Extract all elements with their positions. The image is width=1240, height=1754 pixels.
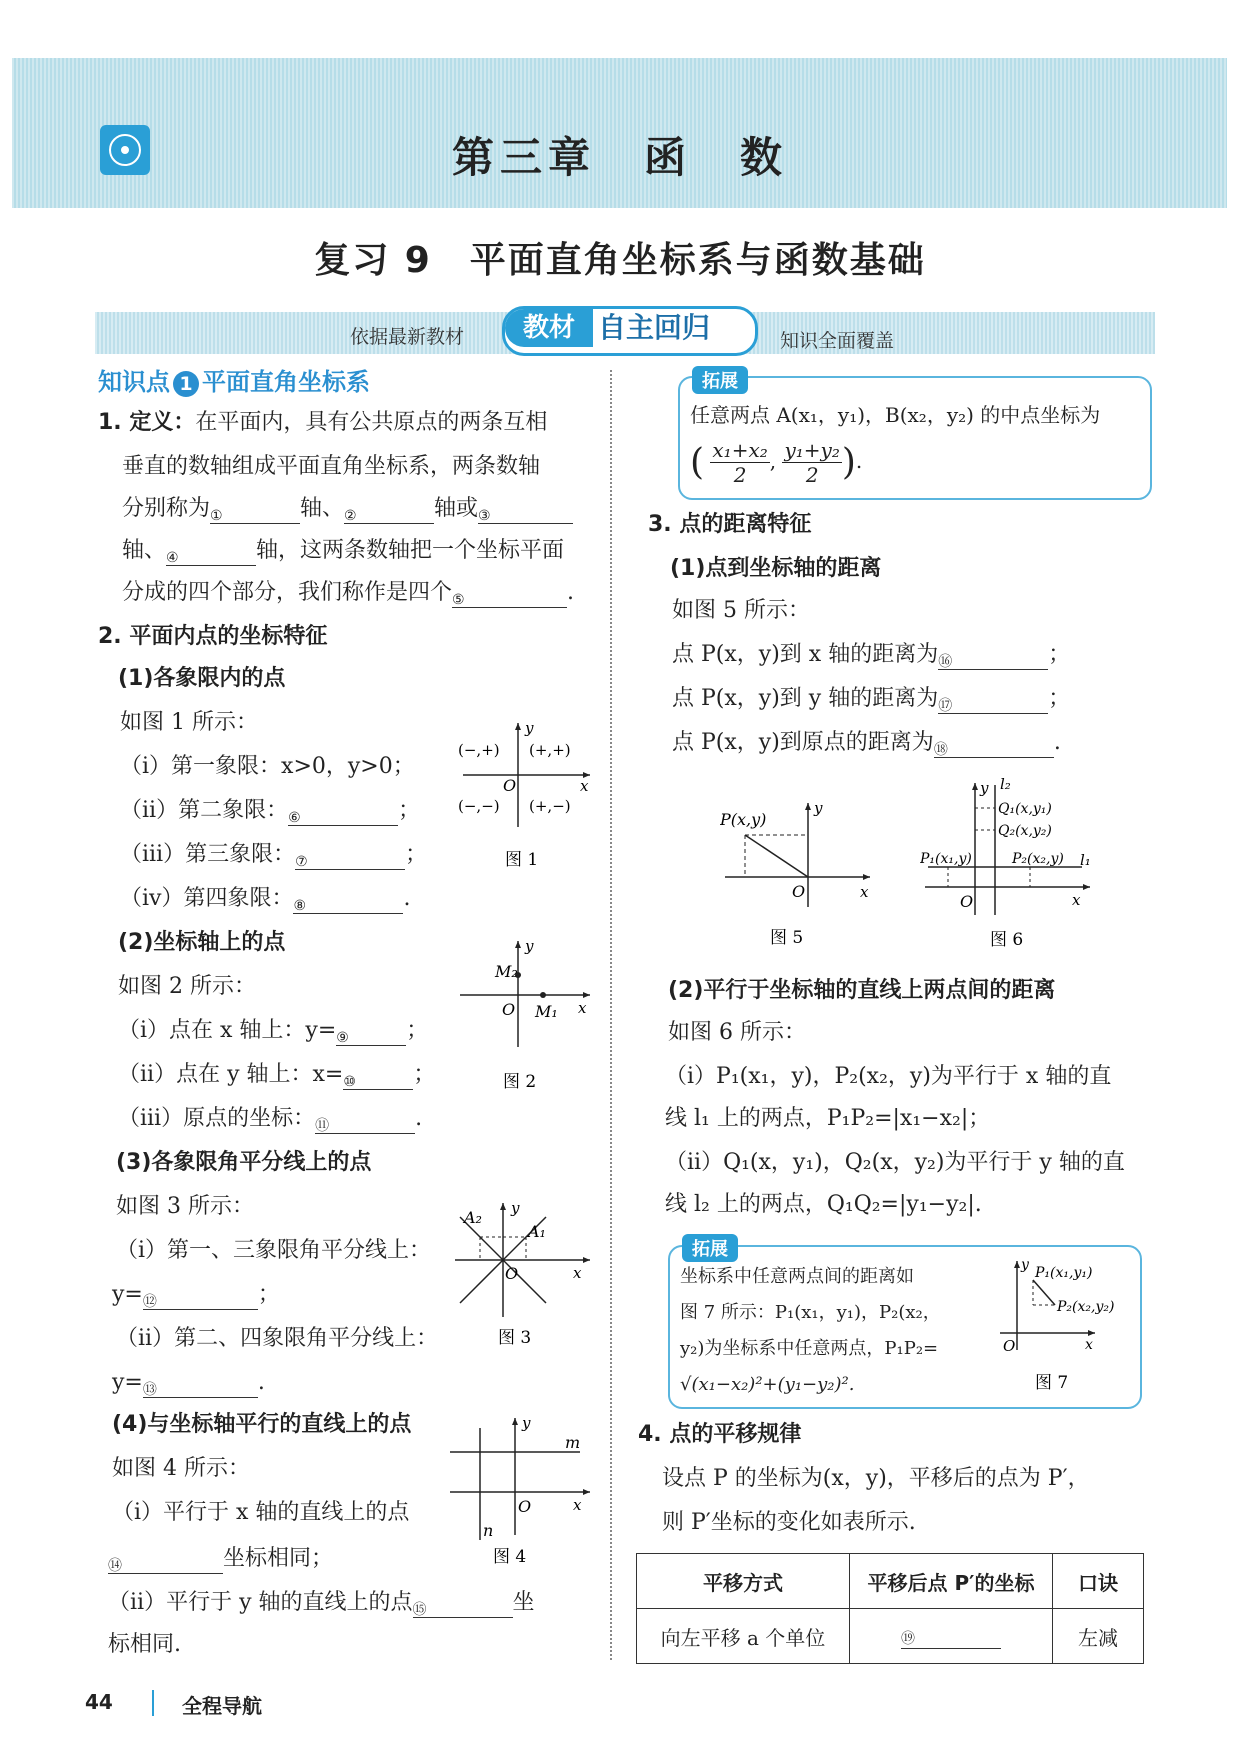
distance-formula-text-2: 图 7 所示：P₁(x₁，y₁)，P₂(x₂， (680, 1302, 941, 1323)
fig1-q3: (−,−) (458, 797, 500, 815)
blank-3[interactable]: ③ (478, 499, 573, 524)
figure-6 (920, 775, 1095, 955)
bisector-13-line: （ⅰ）第一、三象限角平分线上： (116, 1238, 432, 1263)
figure-4 (445, 1410, 595, 1570)
parallel-x-line: （ⅰ）平行于 x 轴的直线上的点 (112, 1500, 410, 1525)
blank-17[interactable]: ⑰ (938, 689, 1048, 714)
quadrant-1-line: （ⅰ）第一象限：x>0，y>0； (120, 754, 415, 779)
table-header: 平移方式 (637, 1554, 850, 1609)
fig7-x-label: x (1085, 1337, 1093, 1353)
fig1-ref: 如图 1 所示： (120, 710, 258, 735)
fig5-caption: 图 5 (770, 928, 804, 948)
fig4-origin: O (518, 1497, 532, 1516)
section-2-title: 2. 平面内点的坐标特征 (98, 624, 328, 649)
page-number: 44 (85, 1690, 113, 1714)
fig7-y-label: y (1021, 1257, 1029, 1273)
fig2-x-label: x (578, 999, 587, 1017)
origin-line: （ⅲ）原点的坐标：⑪ . (118, 1106, 423, 1134)
fig3-a2-label: A₂ (464, 1208, 482, 1227)
sub-2-title: (2)坐标轴上的点 (118, 930, 286, 955)
fig2-m2-label: M₂ (495, 962, 518, 981)
sub-1-title: (1)各象限内的点 (118, 666, 286, 691)
fig1-caption: 图 1 (505, 850, 539, 870)
fig2-x-arrow (583, 992, 590, 998)
fig2-m1-label: M₁ (535, 1002, 558, 1021)
bisector-24-eq: y=⑬ . (112, 1370, 265, 1398)
blank-9[interactable]: ⑨ (336, 1021, 406, 1046)
fig7-origin: O (1003, 1337, 1016, 1355)
fig4-ref: 如图 4 所示： (112, 1456, 250, 1481)
fig2-origin: O (502, 1000, 516, 1019)
fig6-origin: O (960, 892, 974, 911)
sub-4-title: (4)与坐标轴平行的直线上的点 (112, 1412, 412, 1437)
bisector-13-eq: y=⑫ ； (112, 1282, 280, 1310)
fig1-q2: (−,+) (458, 741, 500, 759)
distance-formula: √(x₁−x₂)²+(y₁−y₂)². (680, 1374, 855, 1395)
midpoint-formula: ( $\frac{\text{x₁+x₂}}{2}$ , $\frac{\text{y₁+y₂}}{2}$ ). (690, 438, 863, 487)
lesson-title: 复习 9 平面直角坐标系与函数基础 (314, 240, 926, 281)
table-header: 平移后点 P′的坐标 (850, 1554, 1053, 1609)
fig7-p2-label: P₂(x₂,y₂) (1057, 1299, 1115, 1315)
figure-2 (455, 935, 595, 1100)
sub-3-title: (3)各象限角平分线上的点 (116, 1150, 372, 1175)
blank-1[interactable]: ① (210, 499, 300, 524)
fig4-m-label: m (565, 1433, 581, 1452)
fig6-p1-label: P₁(x₁,y) (920, 851, 972, 867)
fig5-ref: 如图 5 所示： (672, 598, 810, 623)
fig3-origin: O (505, 1264, 519, 1283)
definition-line-2: 垂直的数轴组成平面直角坐标系，两条数轴 (122, 454, 541, 479)
fig1-origin: O (503, 776, 517, 795)
blank-11[interactable]: ⑪ (315, 1109, 415, 1134)
book-title: 全程导航 (182, 1694, 262, 1718)
distance-origin-line: 点 P(x，y)到原点的距离为⑱ . (672, 730, 1061, 758)
parallel-y-line: （ⅱ）平行于 y 轴的直线上的点⑮ 坐 (108, 1590, 535, 1618)
quadrant-2-line: （ⅱ）第二象限：⑥ ； (120, 798, 421, 826)
blank-18[interactable]: ⑱ (934, 733, 1054, 758)
fig5-origin: O (792, 882, 806, 901)
figure-1 (455, 715, 595, 880)
figure-5 (720, 795, 880, 955)
blank-4[interactable]: ④ (166, 541, 256, 566)
distance-y-line: 点 P(x，y)到 y 轴的距离为⑰ ； (672, 686, 1071, 714)
parallel-y-distance-2: 线 l₂ 上的两点，Q₁Q₂=|y₁−y₂|. (665, 1192, 982, 1217)
fig5-x-arrow (863, 874, 870, 880)
translation-text-1: 设点 P 的坐标为(x，y)，平移后的点为 P′， (662, 1466, 1090, 1491)
fig4-x-arrow (583, 1489, 590, 1495)
column-divider (610, 370, 612, 1660)
banner-left-text: 依据最新教材 (350, 326, 465, 348)
fig1-q4: (+,−) (529, 797, 571, 815)
y-axis-point-line: （ⅱ）点在 y 轴上：x=⑩ ； (118, 1062, 436, 1090)
fig2-y-label: y (525, 937, 534, 955)
fig3-a1-label: A₁ (528, 1222, 546, 1241)
fig6-x-label: x (1072, 891, 1081, 909)
fig6-p2-label: P₂(x₂,y) (1012, 851, 1064, 867)
definition-line-5: 分成的四个部分，我们称作是四个⑤ . (122, 580, 575, 608)
parallel-x-distance-2: 线 l₁ 上的两点，P₁P₂=|x₁−x₂|； (665, 1106, 991, 1131)
blank-15[interactable]: ⑮ (413, 1593, 513, 1618)
fig6-q1-label: Q₁(x,y₁) (998, 801, 1052, 817)
distance-formula-text-3: y₂)为坐标系中任意两点，P₁P₂= (680, 1338, 939, 1359)
quadrant-3-line: （ⅲ）第三象限：⑦ ； (120, 842, 428, 870)
footer-divider (152, 1690, 154, 1716)
fig1-y-arrow (515, 723, 521, 730)
fig3-x-label: x (573, 1264, 582, 1282)
badge-label-a: 教材 (505, 309, 593, 347)
fig5-p-label: P(x,y) (720, 810, 767, 829)
fig5-y-arrow (805, 803, 811, 810)
blank-13[interactable]: ⑬ (143, 1373, 258, 1398)
translation-text-2: 则 P′坐标的变化如表所示. (662, 1510, 916, 1535)
kp-title: 平面直角坐标系 (202, 368, 370, 396)
knowledge-point-heading (98, 362, 370, 397)
fig5-x-label: x (860, 883, 869, 901)
fig6-x-arrow (1083, 884, 1090, 890)
fig6-l2-label: l₂ (1000, 775, 1011, 793)
table-row (637, 1609, 1144, 1664)
blank-12[interactable]: ⑫ (143, 1285, 258, 1310)
extension-tag-1: 拓展 (692, 366, 748, 394)
fig3-caption: 图 3 (498, 1328, 532, 1348)
table-cell: 向左平移 a 个单位 (637, 1609, 850, 1664)
fig4-caption: 图 4 (493, 1547, 527, 1567)
fig4-y-arrow (512, 1418, 518, 1425)
fig3-y-arrow (500, 1203, 506, 1210)
fig6-q2-label: Q₂(x,y₂) (998, 823, 1052, 839)
fig6-caption: 图 6 (990, 930, 1024, 950)
fig3-ref: 如图 3 所示： (116, 1194, 254, 1219)
blank-5[interactable]: ⑤ (452, 583, 567, 608)
fig4-x-label: x (573, 1496, 582, 1514)
fig7-y-arrow (1014, 1261, 1020, 1268)
table-header-row (637, 1554, 1144, 1609)
banner-right-text: 知识全面覆盖 (780, 330, 895, 352)
blank-7[interactable]: ⑦ (295, 845, 405, 870)
fig7-caption: 图 7 (1035, 1373, 1069, 1393)
fig6-y-arrow (972, 783, 978, 790)
parallel-y-distance-1: （ⅱ）Q₁(x，y₁)，Q₂(x，y₂)为平行于 y 轴的直 (665, 1150, 1125, 1175)
fig6-ref: 如图 6 所示： (668, 1020, 806, 1045)
fig1-x-label: x (580, 777, 589, 795)
quadrant-4-line: （ⅳ）第四象限：⑧ . (120, 886, 411, 914)
fig2-point-m1 (540, 992, 546, 998)
distance-formula-text-1: 坐标系中任意两点间的距离如 (680, 1266, 914, 1287)
fig5-segment-op (745, 835, 808, 877)
definition-line-4: 轴、④ 轴，这两条数轴把一个坐标平面 (122, 538, 565, 566)
fig6-y-label: y (980, 779, 989, 797)
midpoint-text: 任意两点 A(x₁，y₁)，B(x₂，y₂) 的中点坐标为 (690, 403, 1101, 427)
table-header: 口诀 (1053, 1554, 1144, 1609)
fig3-y-label: y (511, 1199, 520, 1217)
blank-14[interactable]: ⑭ (108, 1549, 223, 1574)
translation-table (636, 1553, 1144, 1664)
blank-16[interactable]: ⑯ (938, 645, 1048, 670)
definition-line-1: 1. 定义：在平面内，具有公共原点的两条互相 (98, 410, 548, 435)
parallel-y-line-2: 标相同. (108, 1632, 181, 1657)
kp-label: 知识点 (98, 368, 170, 396)
figure-7 (995, 1255, 1135, 1395)
blank-6[interactable]: ⑥ (288, 801, 398, 826)
fig4-n-label: n (483, 1521, 494, 1540)
badge-label-b: 自主回归 (598, 311, 711, 344)
kp-number: 1 (173, 371, 199, 397)
fig6-l1-label: l₁ (1080, 851, 1091, 869)
blank-8[interactable]: ⑧ (293, 889, 403, 914)
table-cell: 左减 (1053, 1609, 1144, 1664)
section-4-title: 4. 点的平移规律 (638, 1422, 802, 1447)
fig1-y-label: y (525, 719, 534, 737)
sub-3-1-title: (1)点到坐标轴的距离 (670, 556, 882, 581)
fig2-y-arrow (515, 941, 521, 948)
fig3-x-arrow (583, 1257, 590, 1263)
fig2-ref: 如图 2 所示： (118, 974, 256, 999)
fig4-y-label: y (522, 1414, 531, 1432)
figure-3 (450, 1195, 600, 1355)
blank-19[interactable]: ⑲ (901, 1624, 1001, 1649)
fig7-segment (1033, 1280, 1055, 1305)
parallel-x-line-2: ⑭ 坐标相同； (108, 1546, 334, 1574)
bisector-24-line: （ⅱ）第二、四象限角平分线上： (116, 1326, 439, 1351)
table-cell (850, 1609, 1053, 1664)
definition-line-3: 分别称为① 轴、② 轴或③ (122, 494, 573, 524)
blank-2[interactable]: ② (344, 499, 434, 524)
extension-tag-2: 拓展 (682, 1234, 738, 1262)
fig7-p1-label: P₁(x₁,y₁) (1035, 1265, 1093, 1281)
blank-10[interactable]: ⑩ (343, 1065, 413, 1090)
x-axis-point-line: （ⅰ）点在 x 轴上：y=⑨ ； (118, 1018, 429, 1046)
section-3-title: 3. 点的距离特征 (648, 512, 812, 537)
fig2-caption: 图 2 (503, 1072, 537, 1092)
chapter-title: 第三章 函 数 (451, 133, 788, 182)
parallel-x-distance-1: （ⅰ）P₁(x₁，y)，P₂(x₂，y)为平行于 x 轴的直 (665, 1064, 1112, 1089)
distance-x-line: 点 P(x，y)到 x 轴的距离为⑯ ； (672, 642, 1071, 670)
fig7-x-arrow (1088, 1330, 1095, 1336)
fig5-y-label: y (814, 799, 823, 817)
fig1-q1: (+,+) (529, 741, 571, 759)
sub-3-2-title: (2)平行于坐标轴的直线上两点间的距离 (668, 978, 1056, 1003)
